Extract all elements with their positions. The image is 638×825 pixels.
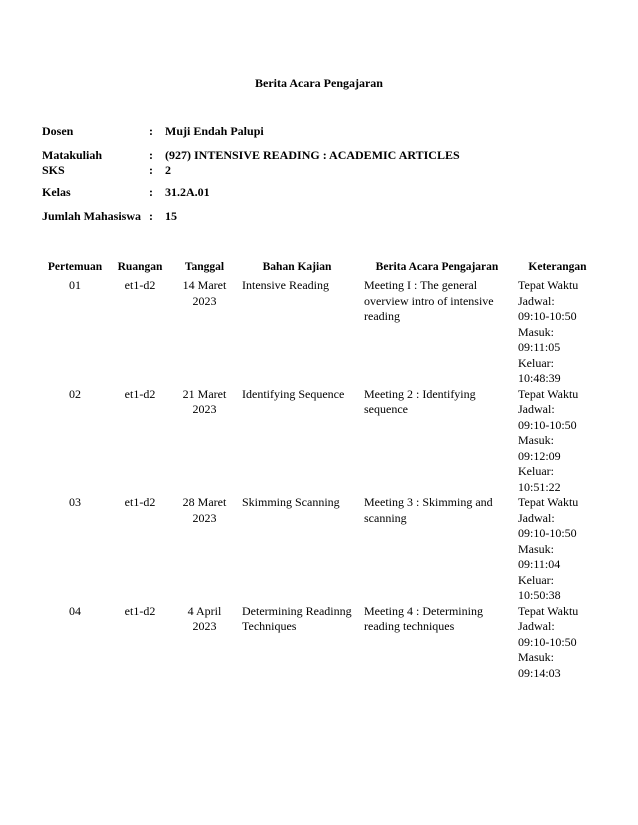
keterangan-line: Keluar: (518, 572, 554, 587)
header-bahan-kajian: Bahan Kajian (262, 261, 332, 273)
cell-bahan-kajian: Identifying Sequence (242, 386, 345, 401)
cell-ruangan: et1-d2 (124, 278, 156, 292)
cell-berita-acara: Meeting 4 : Determining reading techniques (364, 603, 483, 633)
sks-label: SKS (42, 163, 65, 177)
cell-tanggal (173, 278, 236, 387)
tanggal-year: 2023 (192, 510, 217, 525)
cell-tanggal (173, 495, 236, 604)
cell-pertemuan: 04 (69, 603, 81, 618)
colon: : (149, 185, 153, 199)
cell-keterangan (516, 604, 599, 682)
colon: : (149, 124, 153, 138)
cell-pertemuan: 03 (69, 495, 81, 509)
cell-berita-acara: Meeting 2 : Identifying sequence (364, 386, 476, 416)
keterangan-line: Jadwal: (518, 619, 555, 633)
sks-value: 2 (165, 163, 171, 177)
header-berita-acara: Berita Acara Pengajaran (375, 261, 499, 273)
keterangan-line: Jadwal: (518, 293, 555, 308)
tanggal-date: 4 April (187, 603, 222, 618)
keterangan-line: 09:11:05 (518, 340, 561, 354)
cell-pertemuan: 01 (69, 278, 81, 292)
tanggal-year: 2023 (192, 619, 217, 633)
keterangan-line: Tepat Waktu (518, 495, 579, 509)
cell-keterangan (516, 387, 599, 496)
jumlah-label: Jumlah Mahasiswa (42, 209, 142, 223)
page-title: Berita Acara Pengajaran (255, 76, 383, 90)
cell-keterangan (516, 278, 599, 387)
keterangan-line: 09:11:04 (518, 557, 561, 571)
tanggal-date: 21 Maret (182, 386, 227, 401)
kelas-label: Kelas (42, 185, 71, 199)
cell-bahan-kajian: Intensive Reading (242, 278, 329, 292)
colon: : (149, 163, 153, 177)
cell-bahan-kajian: Determining Readinng Techniques (242, 603, 352, 633)
cell-bahan-kajian: Skimming Scanning (242, 495, 340, 509)
cell-berita-acara: Meeting 3 : Skimming and scanning (364, 495, 493, 525)
keterangan-line: Masuk: (518, 324, 554, 339)
tanggal-date: 28 Maret (182, 495, 227, 509)
table-row (43, 387, 599, 496)
tanggal-year: 2023 (192, 402, 217, 416)
keterangan-line: Tepat Waktu (518, 603, 579, 618)
keterangan-line: 09:12:09 (518, 448, 561, 463)
table-row (43, 495, 599, 604)
attendance-table (43, 256, 599, 681)
cell-ruangan: et1-d2 (124, 603, 156, 618)
keterangan-line: Jadwal: (518, 510, 555, 525)
keterangan-line: 09:10-10:50 (518, 309, 577, 323)
matakuliah-label: Matakuliah (42, 148, 103, 162)
keterangan-line: Jadwal: (518, 402, 555, 416)
keterangan-line: 09:14:03 (518, 665, 561, 680)
colon: : (149, 209, 153, 223)
header-keterangan: Keterangan (528, 261, 587, 273)
cell-tanggal (173, 387, 236, 496)
cell-keterangan (516, 495, 599, 604)
header-pertemuan: Pertemuan (47, 261, 103, 273)
keterangan-line: Masuk: (518, 433, 554, 447)
tanggal-date: 14 Maret (182, 278, 227, 292)
tanggal-year: 2023 (192, 293, 217, 308)
keterangan-line: Masuk: (518, 541, 554, 556)
cell-ruangan: et1-d2 (124, 495, 156, 509)
keterangan-line: Tepat Waktu (518, 386, 579, 401)
keterangan-line: 09:10-10:50 (518, 526, 577, 540)
keterangan-line: Keluar: (518, 355, 554, 370)
keterangan-line: 10:50:38 (518, 588, 561, 602)
keterangan-line: 09:10-10:50 (518, 417, 577, 432)
table-header-row (43, 256, 599, 278)
colon: : (149, 148, 153, 162)
kelas-value: 31.2A.01 (165, 185, 210, 199)
keterangan-line: 10:48:39 (518, 371, 561, 385)
cell-ruangan: et1-d2 (124, 386, 156, 401)
keterangan-line: 10:51:22 (518, 479, 561, 494)
keterangan-line: 09:10-10:50 (518, 634, 577, 649)
cell-berita-acara: Meeting I : The general overview intro of intensive reading (364, 278, 494, 323)
cell-tanggal (173, 604, 236, 682)
header-ruangan: Ruangan (117, 261, 163, 273)
table-row (43, 604, 599, 682)
keterangan-line: Keluar: (518, 464, 554, 478)
matakuliah-value: (927) INTENSIVE READING : ACADEMIC ARTICLES (165, 148, 460, 162)
jumlah-value: 15 (165, 209, 177, 223)
keterangan-line: Tepat Waktu (518, 278, 579, 292)
cell-pertemuan: 02 (69, 386, 81, 401)
dosen-value: Muji Endah Palupi (165, 124, 264, 138)
dosen-label: Dosen (42, 124, 74, 138)
table-row (43, 278, 599, 387)
keterangan-line: Masuk: (518, 650, 554, 664)
header-tanggal: Tanggal (184, 261, 225, 273)
